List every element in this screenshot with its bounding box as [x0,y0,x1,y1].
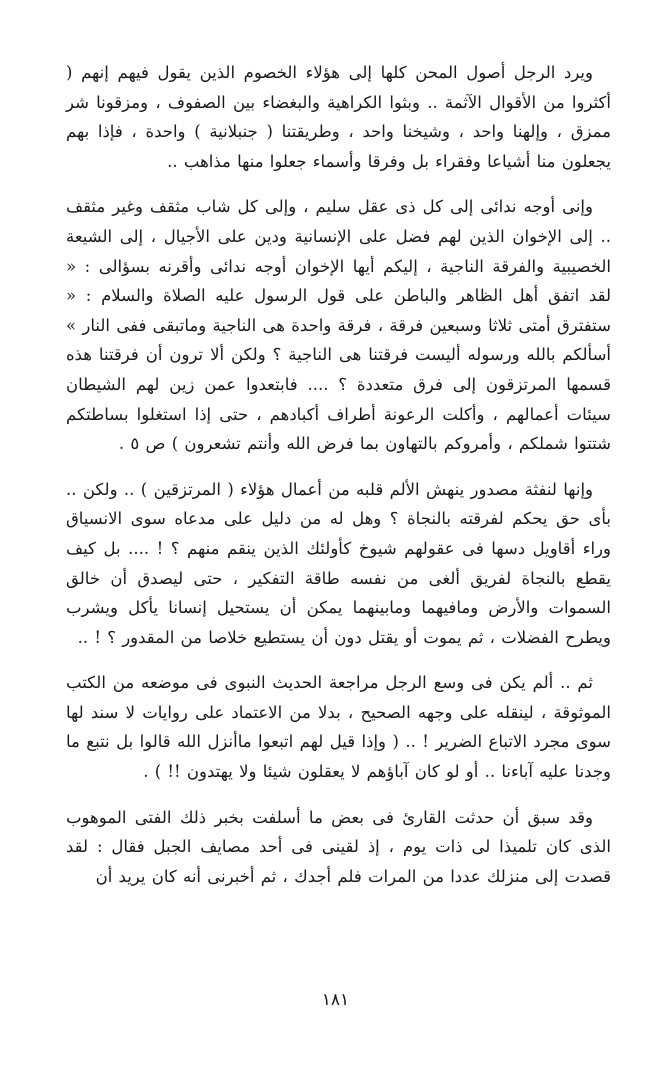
paragraph-5: وقد سبق أن حدثت القارئ فى بعض ما أسلفت بخبر ذلك الفتى الموهوب الذى كان تلميذا لى ذات يوم ، إذ لقينى فى أحد مصايف الجبل فقال : لقد قصدت إلى منزلك عددا من المرات فلم أجدك ، ثم أخبرنى أنه كان يريد أن [66,807,611,886]
paragraph-gap [66,787,611,803]
paragraph-gap [66,176,611,192]
paragraph-2: وإنى أوجه ندائى إلى كل ذى عقل سليم ، وإلى كل شاب مثقف وغير مثقف .. إلى الإخوان الذين لهم فضل على الإنسانية ودين على الأجيال ، إلى الشيعة الخصيبية والفرقة الناجية ، إليكم أيها الإخوان أوجه ندائى وأقرنه بسؤالى : « لقد اتفق أهل الظاهر والباطن على قول الرسول عليه الصلاة والسلام : « ستفترق أمتى ثلاثا وسبعين فرقة ، فرقة واحدة هى الناجية وماتبقى ففى النار » أسألكم بالله ورسوله أليست فرقتنا هى الناجية ؟ ولكن ألا ترون أن فرقتنا هذه قسمها المرتزقون إلى فرق متعددة ؟ .... فابتعدوا عمن زين لهم الشيطان سيئات أعمالهم ، وأكلت الرعونة أطراف أكبادهم ، حتى إذا استغلوا بساطتكم شتتوا شملكم ، وأمروكم بالتهاون بما فرض الله وأنتم تشعرون ) ص ٥ . [66,197,611,454]
paragraph-3: وإنها لنفثة مصدور ينهش الألم قلبه من أعمال هؤلاء ( المرتزقين ) .. ولكن .. بأى حق يحكم لفرقته بالنجاة ؟ وهل له من دليل على مدعاه سوى الانسياق وراء أقاويل دسها فى عقولهم شيوخ كأولئك الذين ينقم منهم ؟ ! .... بل كيف يقطع بالنجاة لفريق ألغى من نفسه طاقة التفكير ، حتى ليصدق أن خالق السموات والأرض ومافيهما ومابينهما يمكن أن يستحيل إنسانا يأكل ويشرب ويطرح الفضلات ، ثم يموت أو يقتل دون أن يستطيع خلاصا من المقدور ؟ ! .. [66,479,611,647]
page-number: ١٨١ [321,990,350,1010]
paragraph-4: ثم .. ألم يكن فى وسع الرجل مراجعة الحديث النبوى فى موضعه من الكتب الموثوقة ، لينقله على وجهه الصحيح ، بدلا من الاعتماد على روايات لا سند لها سوى مجرد الاتباع الضرير ! .. ( وإذا قيل لهم اتبعوا ماأنزل الله قالوا بل نتبع ما وجدنا عليه آباءنا .. أو لو كان آباؤهم لا يعقلون شيئا ولا يهتدون !! ) . [66,673,611,782]
paragraph-gap [66,652,611,668]
paragraph-1: ويرد الرجل أصول المحن كلها إلى هؤلاء الخصوم الذين يقول فيهم إنهم ( أكثروا من الأقوال الآثمة .. وبثوا الكراهية والبغضاء بين الصفوف ، ومزقونا شر ممزق ، وإلهنا واحد ، وشيخنا واحد ، وطريقتنا ( جنبلانية ) واحدة ، فإذا بهم يجعلون منا أشياعا وفقراء بل وفرقا وأسماء جعلوا منها مذاهب .. [66,63,611,171]
body-text [66,58,611,891]
paragraph-gap [66,459,611,475]
